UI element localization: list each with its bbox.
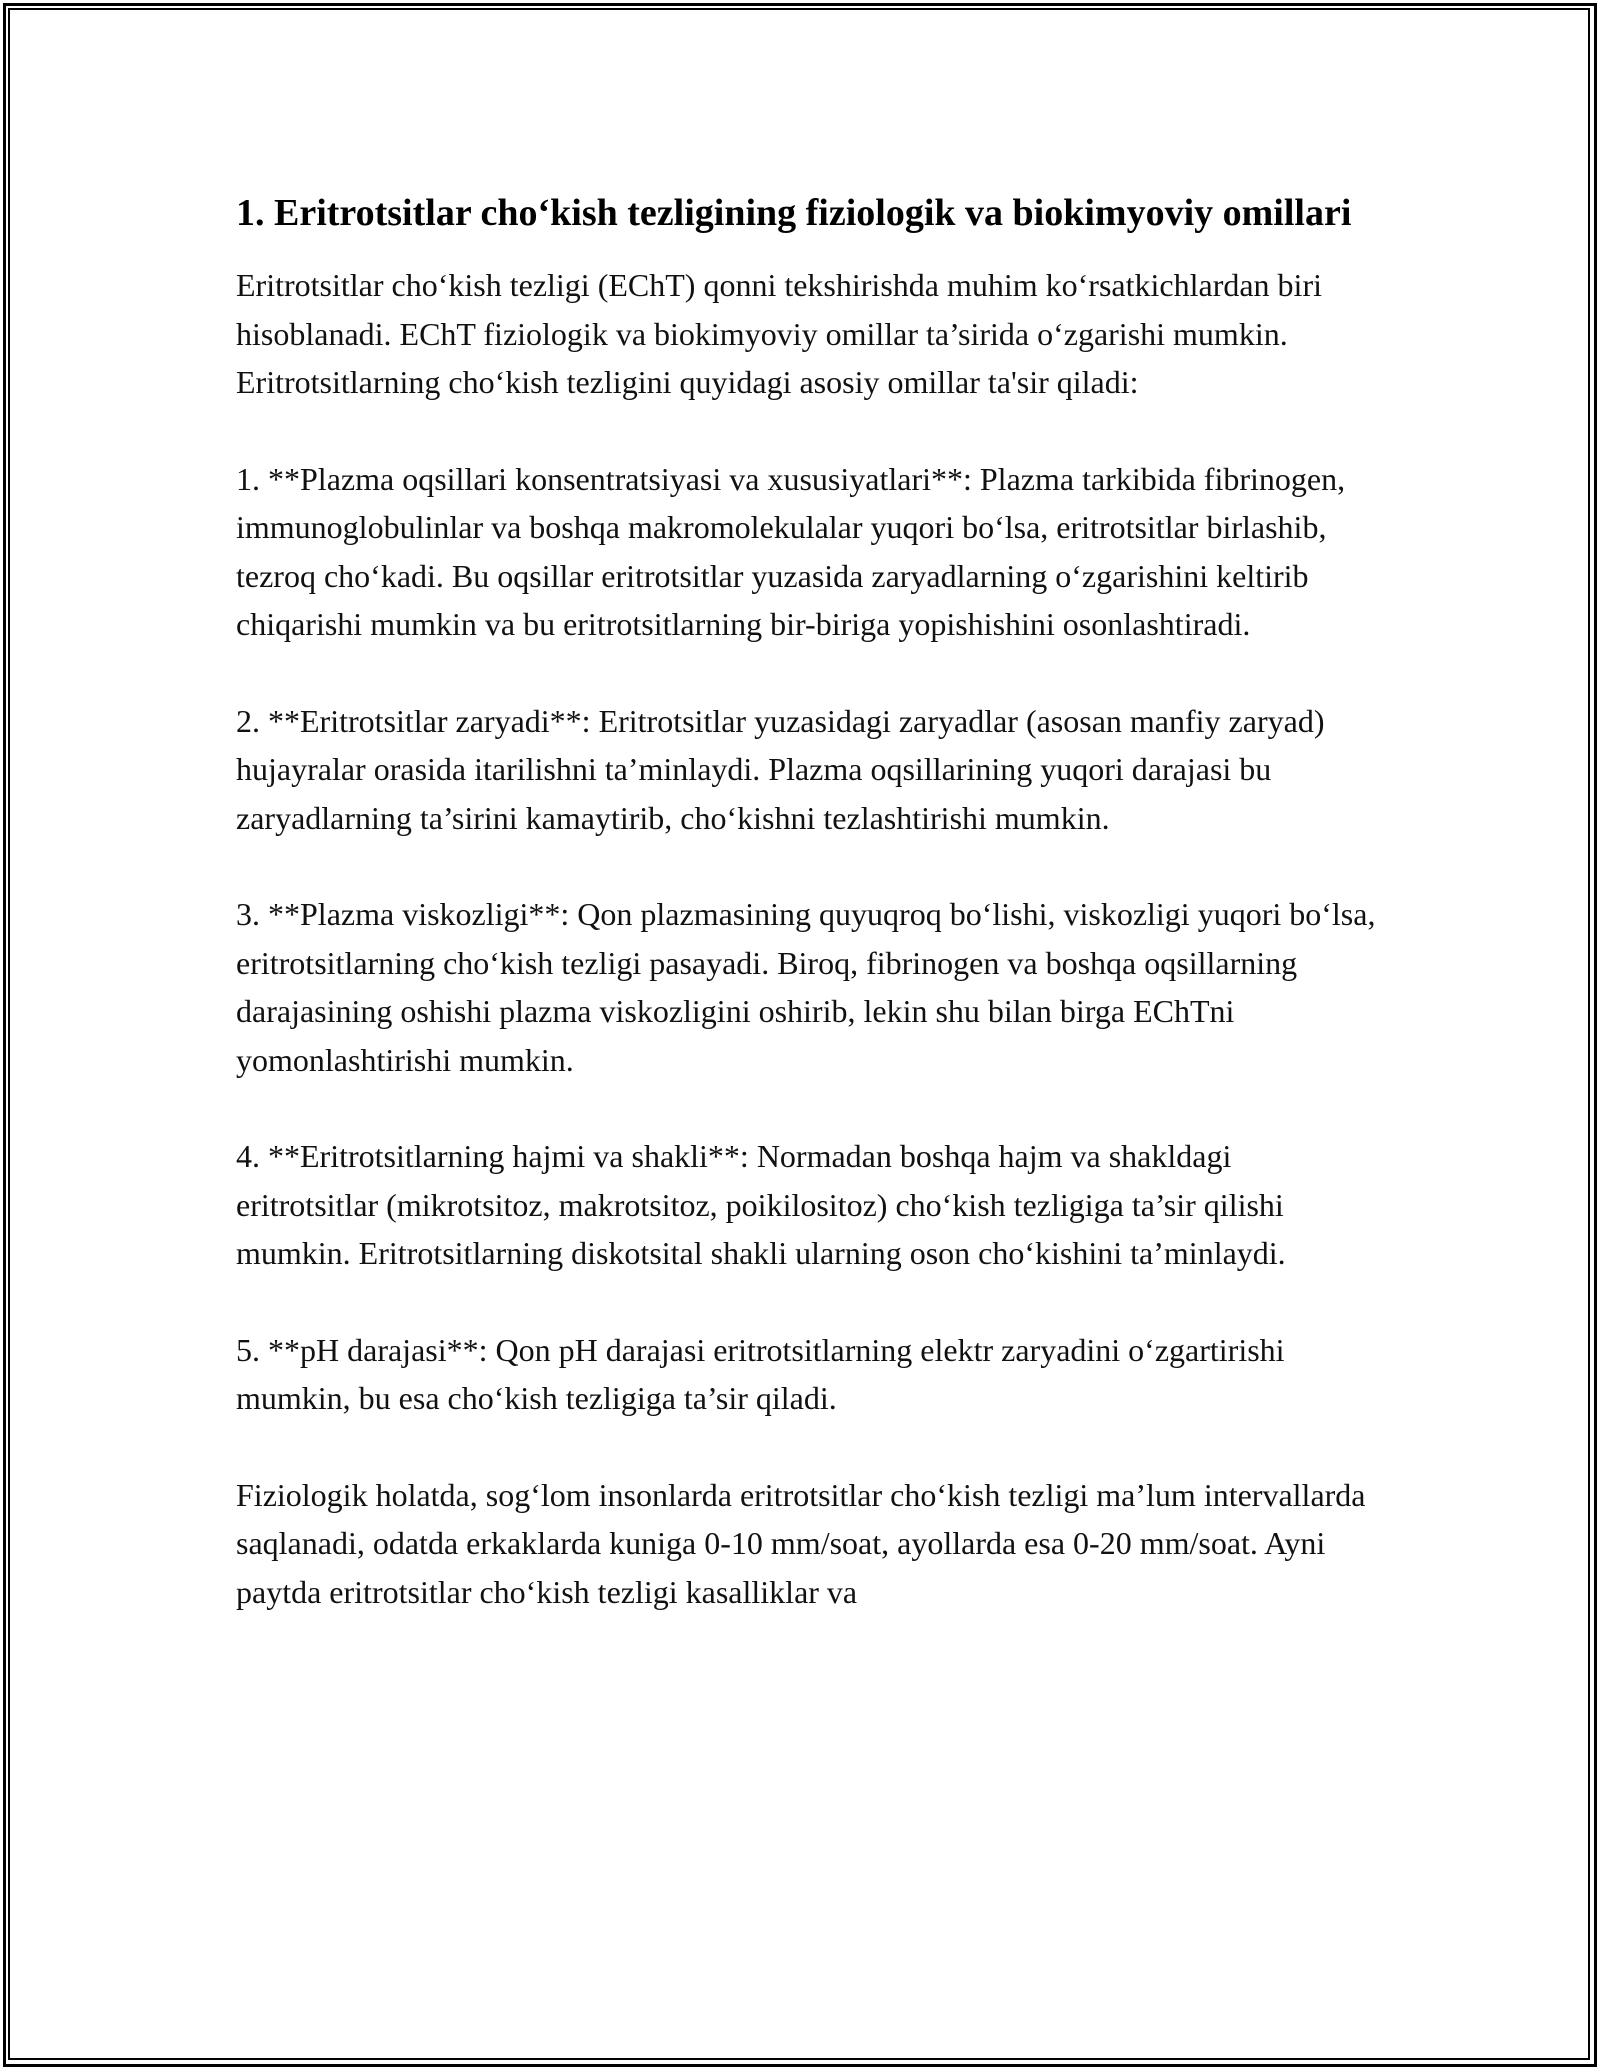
- closing-paragraph: Fiziologik holatda, sog‘lom insonlarda eritrotsitlar cho‘kish tezligi ma’lum intervallarda saqlanadi, odatda erkaklarda kuniga 0-10 mm/soat, ayollarda esa 0-20 mm/soat. Ayni paytda eritrotsitlar cho‘kish tezligi kasalliklar va: [236, 1476, 1366, 1610]
- list-item-plasma-proteins: 1. **Plazma oqsillari konsentratsiyasi va xususiyatlari**: Plazma tarkibida fibrinogen, immunoglobulinlar va boshqa makromolekulalar yuqori bo‘lsa, eritrotsitlar birlashib, tezroq cho‘kadi. Bu oqsillar eritrotsitlar yuzasida zaryadlarning o‘zgarishini keltirib chiqarishi mumkin va bu eritrotsitlarning bir-biriga yopishishini osonlashtiradi.: [236, 460, 1346, 642]
- intro-paragraph: Eritrotsitlar cho‘kish tezligi (EChT) qonni tekshirishda muhim ko‘rsatkichlardan biri hisoblanadi. EChT fiziologik va biokimyoviy omillar ta’sirida o‘zgarishi mumkin. Eritrotsitlarning cho‘kish tezligini quyidagi asosiy omillar ta'sir qiladi:: [236, 267, 1322, 400]
- list-item-erythrocyte-charge: 2. **Eritrotsitlar zaryadi**: Eritrotsitlar yuzasidagi zaryadlar (asosan manfiy zaryad) hujayralar orasida itarilishni ta’minlaydi. Plazma oqsillarining yuqori darajasi bu zaryadlarning ta’sirini kamaytirib, cho‘kishni tezlashtirishi mumkin.: [236, 702, 1325, 836]
- list-item-ph-level: 5. **pH darajasi**: Qon pH darajasi eritrotsitlarning elektr zaryadini o‘zgartirishi mumkin, bu esa cho‘kish tezligiga ta’sir qiladi.: [236, 1331, 1285, 1416]
- list-item-size-shape: 4. **Eritrotsitlarning hajmi va shakli**: Normadan boshqa hajm va shakldagi eritrotsitlar (mikrotsitoz, makrotsitoz, poikilositoz) cho‘kish tezligiga ta’sir qilishi mumkin. Eritrotsitlarning diskotsital shakli ularning oson cho‘kishini ta’minlaydi.: [236, 1138, 1286, 1271]
- list-item-plasma-viscosity: 3. **Plazma viskozligi**: Qon plazmasining quyuqroq bo‘lishi, viskozligi yuqori bo‘lsa, eritrotsitlarning cho‘kish tezligi pasayadi. Biroq, fibrinogen va boshqa oqsillarning darajasining oshishi plazma viskozligini oshirib, lekin shu bilan birga EChTni yomonlashtirishi mumkin.: [236, 896, 1376, 1078]
- section-title: 1. Eritrotsitlar cho‘kish tezligining fiziologik va biokimyoviy omillari: [236, 192, 1352, 234]
- document-body: [236, 186, 1376, 1664]
